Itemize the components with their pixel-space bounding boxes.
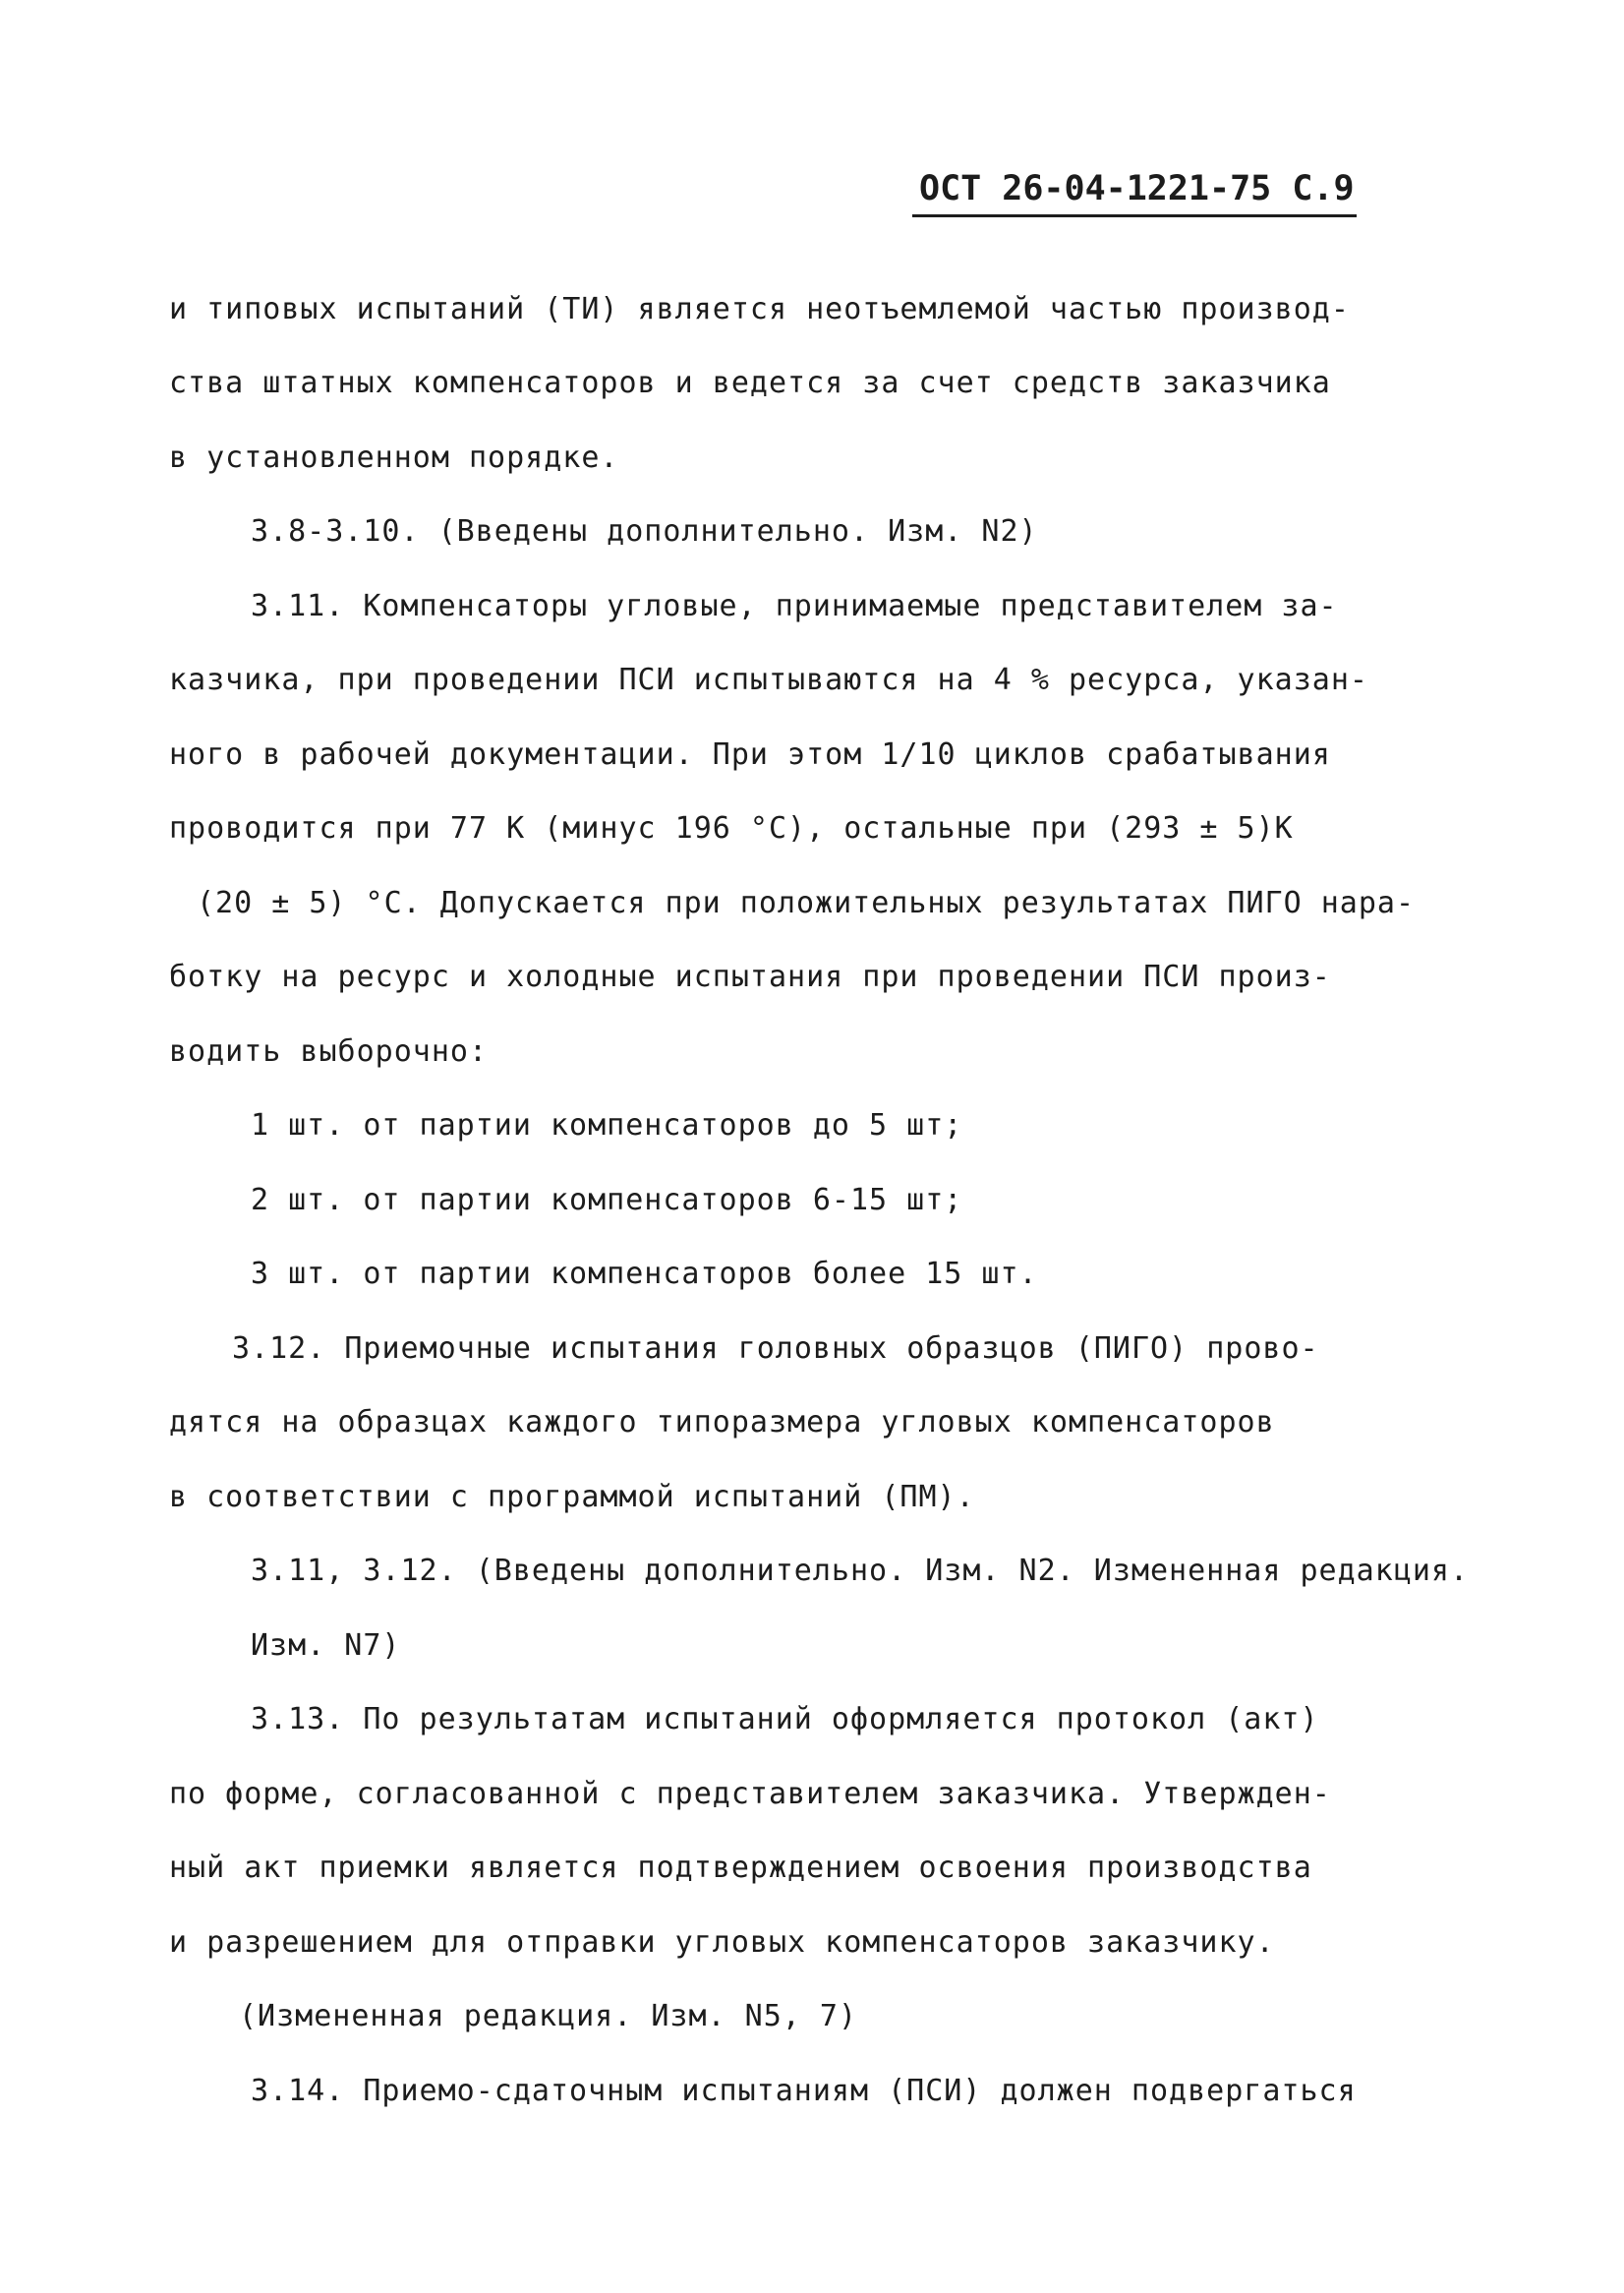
text-line: 3 шт. от партии компенсаторов более 15 шт.: [251, 1257, 1038, 1291]
document-header: [919, 169, 1355, 208]
text-line: 3.13. По результатам испытаний оформляется протокол (акт): [251, 1702, 1319, 1736]
text-line: в установленном порядке.: [169, 441, 619, 475]
text-line: ный акт приемки является подтверждением освоения производства: [169, 1851, 1312, 1885]
text-line: ного в рабочей документации. При этом 1/10 циклов срабатывания: [169, 737, 1331, 772]
page-number: С.9: [1292, 169, 1355, 208]
document-code: ОСТ 26-04-1221-75: [919, 169, 1272, 208]
text-line: казчика, при проведении ПСИ испытываются на 4 % ресурса, указан-: [169, 663, 1368, 697]
text-line: 3.8-3.10. (Введены дополнительно. Изм. N2): [251, 514, 1038, 549]
text-line: Изм. N7): [251, 1628, 401, 1663]
text-line: и типовых испытаний (ТИ) является неотъемлемой частью производ-: [169, 292, 1350, 326]
text-line: (Измененная редакция. Изм. N5, 7): [239, 1999, 858, 2033]
text-line: 2 шт. от партии компенсаторов 6-15 шт;: [251, 1183, 963, 1217]
text-line: дятся на образцах каждого типоразмера угловых компенсаторов: [169, 1405, 1275, 1440]
text-line: 3.14. Приемо-сдаточным испытаниям (ПСИ) должен подвергаться: [251, 2074, 1357, 2108]
text-line: 3.11. Компенсаторы угловые, принимаемые представителем за-: [251, 589, 1338, 623]
text-line: 3.12. Приемочные испытания головных образцов (ПИГО) прово-: [232, 1331, 1319, 1366]
text-line: водить выборочно:: [169, 1034, 489, 1069]
text-line: (20 ± 5) °С. Допускается при положительных результатах ПИГО нара-: [197, 886, 1415, 920]
header-underline: [912, 214, 1357, 217]
text-line: ства штатных компенсаторов и ведется за счет средств заказчика: [169, 366, 1331, 400]
text-line: по форме, согласованной с представителем заказчика. Утвержден-: [169, 1777, 1331, 1811]
text-line: 3.11, 3.12. (Введены дополнительно. Изм. N2. Измененная редакция.: [251, 1554, 1469, 1588]
text-line: проводится при 77 К (минус 196 °С), остальные при (293 ± 5)К: [169, 811, 1294, 846]
text-line: и разрешением для отправки угловых компенсаторов заказчику.: [169, 1925, 1275, 1960]
text-line: 1 шт. от партии компенсаторов до 5 шт;: [251, 1108, 963, 1143]
text-line: в соответствии с программой испытаний (ПМ).: [169, 1480, 975, 1514]
text-line: ботку на ресурс и холодные испытания при проведении ПСИ произ-: [169, 960, 1331, 994]
